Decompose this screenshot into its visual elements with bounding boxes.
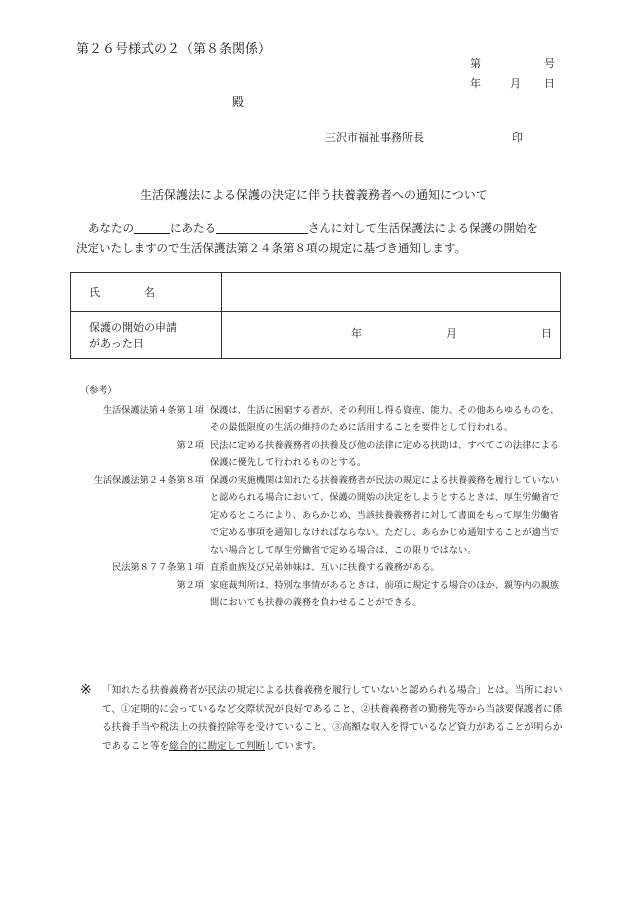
note-text: 直系血族及び兄弟姉妹は、互いに扶養する義務がある。 [210, 562, 440, 573]
note-item [80, 577, 560, 612]
note-text: 家庭裁判所は、特別な事情があるときは、前項に規定する場合のほか、親等内の親族間においても扶養の義務を負わせることができる。 [210, 579, 560, 608]
table-month: 月 [446, 327, 457, 340]
footnote-text-main: 「知れたる扶養義務者が民法の規定による扶養義務を履行していないと認められる場合」とは、当所において、①定期的に会っているなど交際状況が良好であること、②扶養義務者の勤務先等から当該要保護者に係る扶養手当や税法上の扶養控除等を受けていること、③高額な収入を得ているなど資力があることが明らかであること等を [102, 685, 563, 752]
reference-notes [80, 382, 560, 612]
name-value [222, 273, 561, 312]
note-label: 民法第８７７条第１項 [112, 562, 204, 573]
body-text [76, 218, 566, 258]
note-item [80, 437, 560, 472]
note-text: 民法に定める扶養義務者の扶養及び他の法律に定める扶助は、すべてこの法律による保護に優先して行われるものとする。 [210, 439, 559, 468]
note-label: 生活保護法第４条第１項 [102, 404, 204, 416]
date-year: 年 [470, 77, 481, 90]
body-part-2: にあたる [170, 221, 216, 235]
note-text: 保護は、生活に困窮する者が、その利用し得る資産、能力、その他あらゆるものを、その最低限度の生活の維持のために活用することを要件として行われる。 [210, 404, 560, 433]
body-part-1: あなたの [88, 221, 134, 235]
table-row-name [71, 273, 561, 312]
form-table [70, 272, 561, 359]
date-day: 日 [544, 77, 555, 90]
relationship-blank [134, 221, 170, 234]
recipient-name-blank [216, 221, 308, 234]
footnote-text-end: しています。 [265, 740, 322, 752]
note-item [80, 402, 560, 437]
body-line-2: 決定いたしますので生活保護法第２４条第８項の規定に基づき通知します。 [76, 241, 467, 255]
date-month: 月 [510, 77, 521, 90]
note-label: 第２項 [176, 579, 204, 591]
note-item [80, 559, 560, 577]
document-title: 生活保護法による保護の決定に伴う扶養義務者への通知について [140, 188, 488, 202]
body-part-3: さんに対して生活保護法による保護の開始を [308, 221, 538, 235]
body-line-1 [76, 218, 566, 238]
number-suffix: 号 [544, 57, 555, 70]
notes-heading: （参考） [80, 385, 117, 396]
issuer: 三沢市福祉事務所長 [325, 131, 424, 144]
note-label: 生活保護法第２４条第８項 [93, 474, 204, 486]
number-prefix: 第 [470, 57, 481, 70]
table-day: 日 [541, 327, 552, 340]
form-number: 第２６号様式の２（第８条関係） [76, 42, 272, 57]
table-year: 年 [351, 327, 362, 340]
note-item [80, 472, 560, 560]
name-label: 氏 名 [71, 273, 222, 312]
note-label: 第２項 [176, 439, 204, 451]
note-text: 保護の実施機関は知れたる扶養義務者が民法の規定による扶養義務を履行していないと認められる場合において、保護の開始の決定をしようとするときは、厚生労働省で定めるところにより、あらかじめ、当該扶養義務者に対して書面をもって厚生労働省で定める事項を通知しなければならない。ただし、あらかじめ通知することが適当でない場合として厚生労働省で定める場合は、この限りではない。 [210, 474, 560, 556]
seal-mark: 印 [512, 131, 523, 144]
footnote-mark: ※ [80, 682, 92, 698]
addressee-suffix: 殿 [232, 95, 245, 109]
footnote-text [102, 682, 565, 756]
application-date-label-line-1: 保護の開始の申請 [89, 321, 177, 334]
application-date-label [71, 312, 222, 359]
application-date-value [222, 312, 561, 359]
footnote-underline-2: 勘定して判断 [207, 740, 266, 752]
table-row-date [71, 312, 561, 359]
application-date-label-line-2: があった日 [89, 337, 144, 350]
footnote-underline-1: 総合的に [169, 740, 208, 752]
footnote [80, 682, 565, 756]
